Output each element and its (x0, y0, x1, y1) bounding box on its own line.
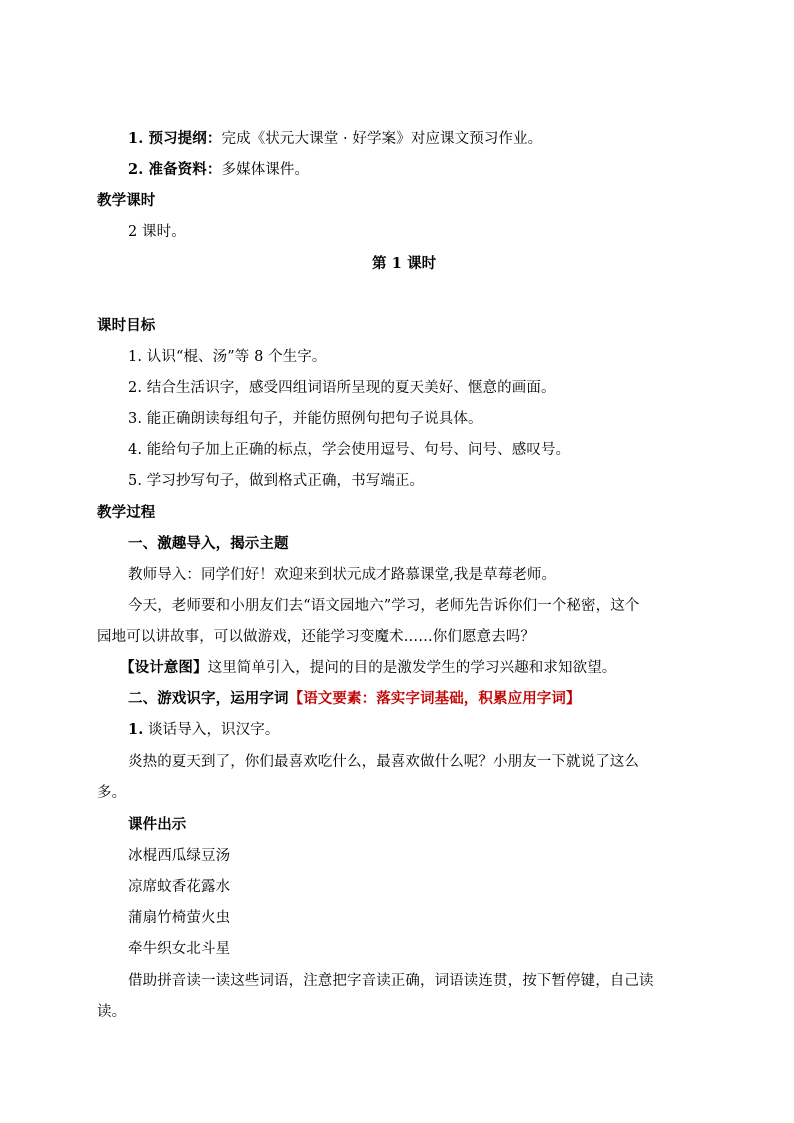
objective-item: 3. 能正确朗读每组句子，并能仿照例句把句子说具体。 (128, 411, 483, 427)
paragraph: 园地可以讲故事，可以做游戏，还能学习变魔术……你们愿意去吗？ (97, 629, 535, 645)
language-element-tag: 【语文要素：落实字词基础，积累应用字词】 (288, 690, 581, 707)
paragraph: 读。 (97, 1004, 127, 1020)
objective-item: 1. 认识“棍、汤”等 8 个生字。 (128, 349, 327, 365)
word-group: 凉席蚊香花露水 (128, 879, 231, 895)
design-intent (120, 658, 616, 678)
objective-item: 5. 学习抄写句子，做到格式正确，书写端正。 (128, 473, 425, 489)
paragraph: 教师导入：同学们好！欢迎来到状元成才路慕课堂,我是草莓老师。 (128, 567, 557, 583)
design-intent-text: 这里简单引入，提问的目的是激发学生的学习兴趣和求知欲望。 (207, 660, 617, 676)
word-group: 蒲扇竹椅萤火虫 (128, 910, 231, 926)
objectives-heading: 课时目标 (97, 317, 156, 334)
design-intent-label: 【设计意图】 (120, 659, 208, 676)
process-heading: 教学过程 (97, 504, 156, 521)
paragraph: 今天，老师要和小朋友们去“语文园地六”学习，老师先告诉你们一个秘密，这个 (128, 598, 640, 614)
section-1-title: 一、激趣导入，揭示主题 (128, 535, 289, 552)
prep-item-2 (128, 160, 309, 180)
prep-item-2-text: 多媒体课件。 (221, 162, 310, 178)
courseware-label: 课件出示 (128, 816, 187, 833)
prep-item-1 (128, 129, 542, 149)
section-2-title: 二、游戏识字，运用字词 (128, 690, 289, 707)
teaching-hours-heading: 教学课时 (97, 192, 156, 209)
prep-item-1-label: 1. 预习提纲： (128, 130, 222, 147)
paragraph: 炎热的夏天到了，你们最喜欢吃什么，最喜欢做什么呢？小朋友一下就说了这么 (128, 754, 639, 770)
prep-item-2-label: 2. 准备资料： (128, 161, 222, 178)
word-group: 牵牛织女北斗星 (128, 941, 231, 957)
paragraph: 借助拼音读一读这些词语，注意把字音读正确，词语读连贯，按下暂停键，自己读 (128, 973, 654, 989)
teaching-hours-text: 2 课时。 (128, 224, 186, 240)
subsection-1-text: 谈话导入，识汉字。 (143, 722, 280, 738)
lesson-title: 第 1 课时 (372, 255, 437, 272)
objective-item: 4. 能给句子加上正确的标点，学会使用逗号、句号、问号、感叹号。 (128, 442, 571, 458)
subsection-1-number: 1. (128, 721, 144, 738)
word-group: 冰棍西瓜绿豆汤 (128, 848, 231, 864)
paragraph: 多。 (97, 785, 127, 801)
prep-item-1-text: 完成《状元大课堂 · 好学案》对应课文预习作业。 (221, 131, 543, 147)
section-2-title-line (128, 689, 581, 709)
objective-item: 2. 结合生活识字，感受四组词语所呈现的夏天美好、惬意的画面。 (128, 380, 556, 396)
subsection-1 (128, 720, 279, 740)
